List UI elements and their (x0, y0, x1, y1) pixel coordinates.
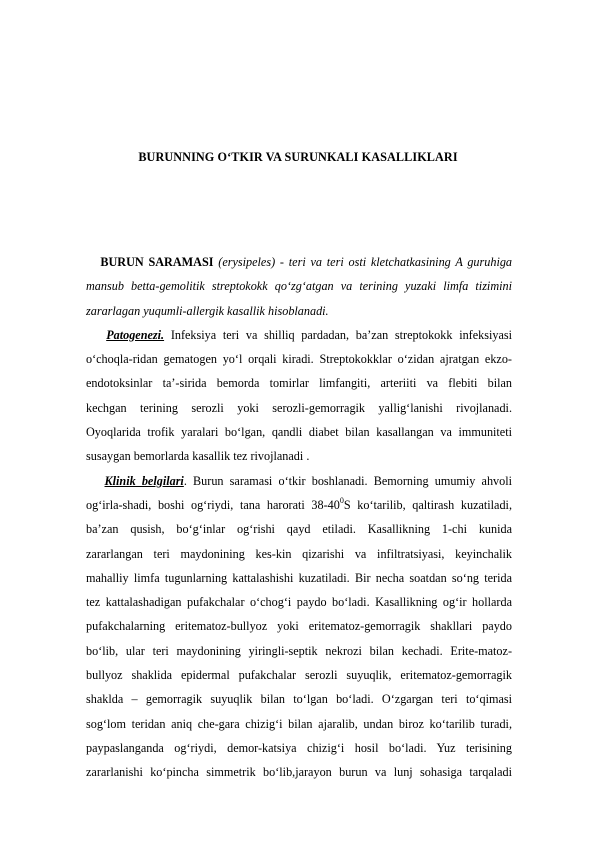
text-line: tez kattalashadigan pufakchalar o‘chog‘i paydo bo‘ladi. Kasallikning og‘ir hollarda (86, 595, 512, 610)
text-line (86, 469, 512, 493)
text-line: pufakchalarning eritematoz-bullyoz yoki eritematoz-gemorragik shakllari paydo (86, 619, 512, 634)
text-line: bullyoz shaklida epidermal pufakchalar serozli suyuqlik, eritematoz-gemorragik (86, 668, 512, 683)
text-line: zararlangan teri maydonining kes-kin qizarishi va infiltratsiyasi, keyinchalik (86, 546, 512, 561)
paragraph-erysipelas (86, 250, 512, 323)
text-line: ba’zan qusish, bo‘g‘inlar og‘rishi qayd etiladi. Kasallikning 1-chi kunida (86, 522, 512, 537)
text-line: Oyoqlarida trofik yaralari bo‘lgan, qandli diabet bilan kasallangan va immuniteti (86, 425, 512, 440)
text-span: og‘irla-shadi, boshi og‘riydi, tana harorati 38-40 (86, 497, 340, 512)
document-body (86, 250, 512, 785)
text-line: shaklda – gemorragik suyuqlik bilan to‘lgan bo‘ladi. O‘zgargan teri to‘qimasi (86, 692, 512, 707)
text-line: susaygan bemorlarda kasallik tez rivojlanadi . (86, 449, 310, 464)
term-erysipelas: BURUN SARAMASI (100, 255, 214, 269)
text-line (86, 493, 512, 517)
text-line: mahalliy limfa tugunlarning kattalashishi kuzatiladi. Bir necha soatdan so‘ng terida (86, 570, 512, 585)
text-line: zararlanishi ko‘pincha simmetrik bo‘lib,jarayon burun va lunj sohasiga tarqaladi (86, 765, 512, 780)
text-line: o‘choqla-ridan gematogen yo‘l orqali kiradi. Streptokokklar o‘zidan ajratgan ekzo- (86, 352, 512, 367)
text-line (86, 250, 512, 274)
text-line: bo‘lib, ular teri maydonining yiringli-septik nekrozi bilan kechadi. Erite-matoz- (86, 643, 512, 658)
paragraph-pathogenesis (86, 323, 512, 469)
degree-superscript: 0 (339, 495, 344, 505)
text-span: . Burun saramasi o‘tkir boshlanadi. Bemorning umumiy ahvoli (183, 473, 513, 488)
heading-clinical-signs: Klinik belgilari (104, 473, 184, 488)
page-title: BURUNNING O‘TKIR VA SURUNKALI KASALLIKLARI (138, 150, 458, 164)
text-span: S ko‘tarilib, qaltirash kuzatiladi, (343, 497, 512, 512)
heading-pathogenesis: Patogenezi. (106, 327, 165, 342)
text-line (86, 323, 512, 347)
text-line: mansub betta-gemolitik streptokokk qo‘zg‘atgan va terining yuzaki limfa tizimini (86, 279, 512, 294)
paragraph-clinical-signs (86, 469, 512, 785)
text-line: kechgan terining serozli yoki serozli-gemorragik yallig‘lanishi rivojlanadi. (86, 400, 512, 415)
text-line: endotoksinlar ta’-sirida bemorda tomirlar limfangiti, arteriiti va flebiti bilan (86, 376, 512, 391)
text-span: Infeksiya teri va shilliq pardadan, ba’zan streptokokk infeksiyasi (170, 327, 512, 342)
text-span: (erysipeles) - teri va teri osti kletchatkasining A guruhiga (218, 255, 513, 269)
text-line: sog‘lom teridan aniq che-gara chizig‘i bilan ajaralib, undan biroz ko‘tarilib turadi, (86, 716, 512, 731)
text-line: zararlagan yuqumli-allergik kasallik hisoblanadi. (86, 303, 329, 318)
text-line: paypaslanganda og‘riydi, demor-katsiya chizig‘i hosil bo‘ladi. Yuz terisining (86, 740, 512, 755)
